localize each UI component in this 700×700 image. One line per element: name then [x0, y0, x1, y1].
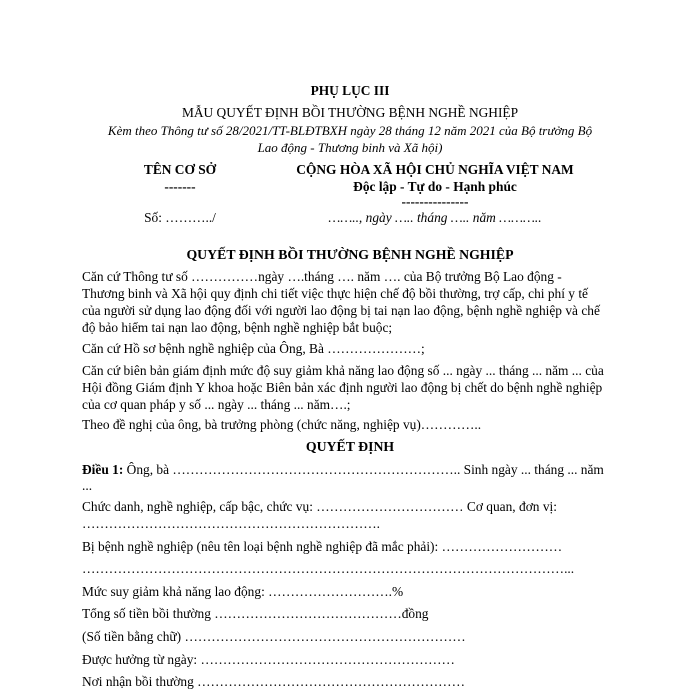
grounds-dossier: Căn cứ Hồ sơ bệnh nghề nghiệp của Ông, Bà …………………;	[82, 341, 425, 356]
article-1-position-continuation: ………………………………………………………….	[82, 516, 380, 531]
appendix-note-line2: Lao động - Thương binh và Xã hội)	[257, 140, 443, 155]
grounds-circular-line: Thương binh và Xã hội quy định chi tiết việc thực hiện chế độ bồi thường, trợ cấp, chi phí y tế	[82, 286, 588, 301]
national-title: CỘNG HÒA XÃ HỘI CHỦ NGHĨA VIỆT NAM	[296, 162, 574, 177]
article-1-capacity-reduction: Mức suy giảm khả năng lao động: ……………………….%	[82, 584, 404, 599]
grounds-circular-line: độ bảo hiểm tai nạn lao động, bệnh nghề nghiệp bắt buộc;	[82, 320, 393, 335]
organization-name: TÊN CƠ SỞ	[143, 162, 217, 177]
article-1-person-text: Ông, bà ……………………………………………………….. Sinh ngày ... tháng ... năm	[123, 462, 604, 477]
grounds-assessment	[82, 362, 618, 413]
article-1-start-date: Được hưởng từ ngày: …………………………………………………	[82, 652, 455, 667]
document-number: Số: ………../	[144, 210, 216, 225]
decides-heading: QUYẾT ĐỊNH	[305, 439, 395, 454]
form-name: MẪU QUYẾT ĐỊNH BỒI THƯỜNG BỆNH NGHỀ NGHIỆP	[181, 105, 519, 120]
article-1-receiving-place: Nơi nhận bồi thường ……………………………………………………	[82, 674, 465, 689]
grounds-circular-line: của người sử dụng lao động đối với người lao động bị tai nạn lao động, bệnh nghề nghiệp và chế	[82, 303, 600, 318]
national-motto: Độc lập - Tự do - Hạnh phúc	[353, 179, 517, 194]
motto-divider: ---------------	[401, 194, 469, 209]
article-1-label: Điều 1:	[82, 462, 124, 477]
place-and-date: …….., ngày ….. tháng ….. năm ………..	[328, 210, 542, 225]
article-1-disease-continuation: ………………………………………………………………………………………………...	[82, 561, 575, 576]
grounds-assessment-line: của cơ quan pháp y số ... ngày ... tháng ... năm….;	[82, 397, 351, 412]
grounds-assessment-line: Căn cứ biên bản giám định mức độ suy giảm khả năng lao động số ... ngày ... tháng ... năm ... của	[82, 363, 604, 378]
article-1-person	[82, 461, 604, 478]
article-1-disease: Bị bệnh nghề nghiệp (nêu tên loại bệnh nghề nghiệp đã mắc phải): ………………………	[82, 539, 563, 554]
decision-title: QUYẾT ĐỊNH BỒI THƯỜNG BỆNH NGHỀ NGHIỆP	[186, 247, 514, 262]
article-1-amount-in-words: (Số tiền bằng chữ) ………………………………………………………	[82, 629, 466, 644]
article-1-person-continuation: ...	[82, 478, 93, 493]
grounds-assessment-line: Hội đồng Giám định Y khoa hoặc Biên bản xác định người lao động bị chết do bệnh nghề nghiệp	[82, 380, 603, 395]
appendix-note-line1: Kèm theo Thông tư số 28/2021/TT-BLĐTBXH ngày 28 tháng 12 năm 2021 của Bộ trưởng Bộ	[107, 123, 593, 138]
appendix-title: PHỤ LỤC III	[310, 83, 390, 98]
grounds-circular	[82, 268, 618, 336]
article-1-total-compensation: Tổng số tiền bồi thường ……………………………………đồng	[82, 606, 429, 621]
grounds-circular-line: Căn cứ Thông tư số ……………ngày ….tháng …. năm …. của Bộ trưởng Bộ Lao động -	[82, 269, 562, 284]
grounds-proposal: Theo đề nghị của ông, bà trưởng phòng (chức năng, nghiệp vụ)…………..	[82, 417, 482, 432]
organization-divider: -------	[164, 179, 196, 194]
article-1-position: Chức danh, nghề nghiệp, cấp bậc, chức vụ: …………………………… Cơ quan, đơn vị:	[82, 499, 557, 514]
